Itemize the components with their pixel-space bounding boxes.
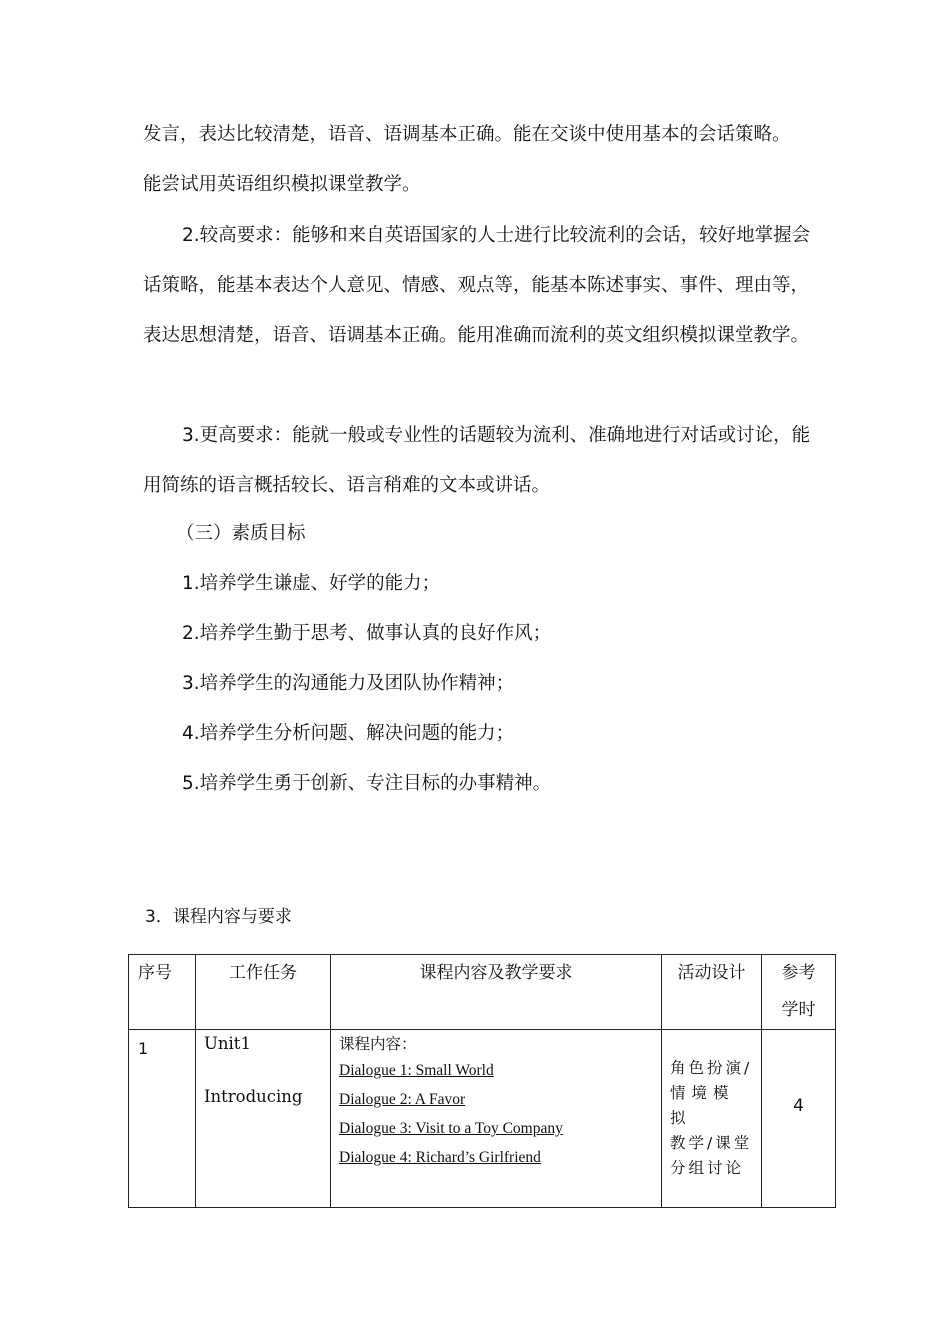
- dialogue-item: Dialogue 2: A Favor: [339, 1091, 466, 1108]
- quality-item: 3.培养学生的沟通能力及团队协作精神；: [182, 673, 515, 694]
- dialogue-item: Dialogue 4: Richard’s Girlfriend: [339, 1149, 541, 1166]
- objective-higher-requirement: 2.较高要求：能够和来自英语国家的人士进行比较流利的会话，较好地掌握会话策略，能基本表达个人意见、情感、观点等，能基本陈述事实、事件、理由等，表达思想清楚，语音、语调基本正确。能用准确而流利的英文组织模拟课堂教学。: [143, 225, 811, 346]
- quality-objectives-heading: （三）素质目标: [176, 523, 306, 544]
- activity-line: 情境模拟: [670, 1084, 735, 1127]
- header-activity: [662, 955, 762, 1030]
- quality-item: 5.培养学生勇于创新、专注目标的办事精神。: [182, 773, 552, 794]
- dialogue-item: Dialogue 1: Small World: [339, 1062, 494, 1079]
- activity-line: 分组讨论: [670, 1159, 745, 1177]
- header-task-label: 工作任务: [229, 963, 297, 983]
- row-no: 1: [138, 1039, 149, 1058]
- objective-advanced-requirement: 3.更高要求：能就一般或专业性的话题较为流利、准确地进行对话或讨论，能用简练的语言概括较长、语言稍难的文本或讲话。: [143, 425, 811, 496]
- row-activity-cell: [662, 1030, 762, 1208]
- table-row: [129, 1030, 836, 1208]
- row-hours-cell: [762, 1030, 836, 1208]
- row-content-cell: [331, 1030, 662, 1208]
- content-label: 课程内容：: [339, 1035, 417, 1053]
- row-hours: 4: [793, 1095, 804, 1116]
- header-hours-label-1: 参考: [781, 963, 816, 983]
- header-hours-label-2: 学时: [781, 1000, 816, 1020]
- quality-item: 4.培养学生分析问题、解决问题的能力；: [182, 723, 515, 744]
- header-content-label: 课程内容及教学要求: [419, 963, 573, 983]
- quality-item: 1.培养学生谦虚、好学的能力；: [182, 573, 441, 594]
- table-header-row: [129, 955, 836, 1030]
- row-activity: [662, 1030, 761, 1181]
- row-no-cell: [129, 1030, 196, 1208]
- objective-text-line: 发言，表达比较清楚，语音、语调基本正确。能在交谈中使用基本的会话策略。: [143, 124, 791, 145]
- header-hours: [762, 955, 836, 1030]
- row-task: Introducing: [204, 1087, 303, 1106]
- row-task-cell: [196, 1030, 331, 1208]
- course-content-table: [128, 954, 836, 1208]
- dialogue-item: Dialogue 3: Visit to a Toy Company: [339, 1120, 563, 1137]
- header-task: [196, 955, 331, 1030]
- header-no: [129, 955, 196, 1030]
- objective-text-line: 能尝试用英语组织模拟课堂教学。: [143, 174, 421, 195]
- header-no-label: 序号: [138, 963, 172, 983]
- activity-line: 角色扮演/: [670, 1059, 753, 1077]
- activity-line: 教学/课堂: [670, 1134, 753, 1152]
- quality-item: 2.培养学生勤于思考、做事认真的良好作风；: [182, 623, 552, 644]
- header-content: [331, 955, 662, 1030]
- row-unit: Unit1: [204, 1034, 251, 1053]
- section-title: 3．课程内容与要求: [145, 907, 292, 927]
- header-activity-label: 活动设计: [677, 963, 746, 983]
